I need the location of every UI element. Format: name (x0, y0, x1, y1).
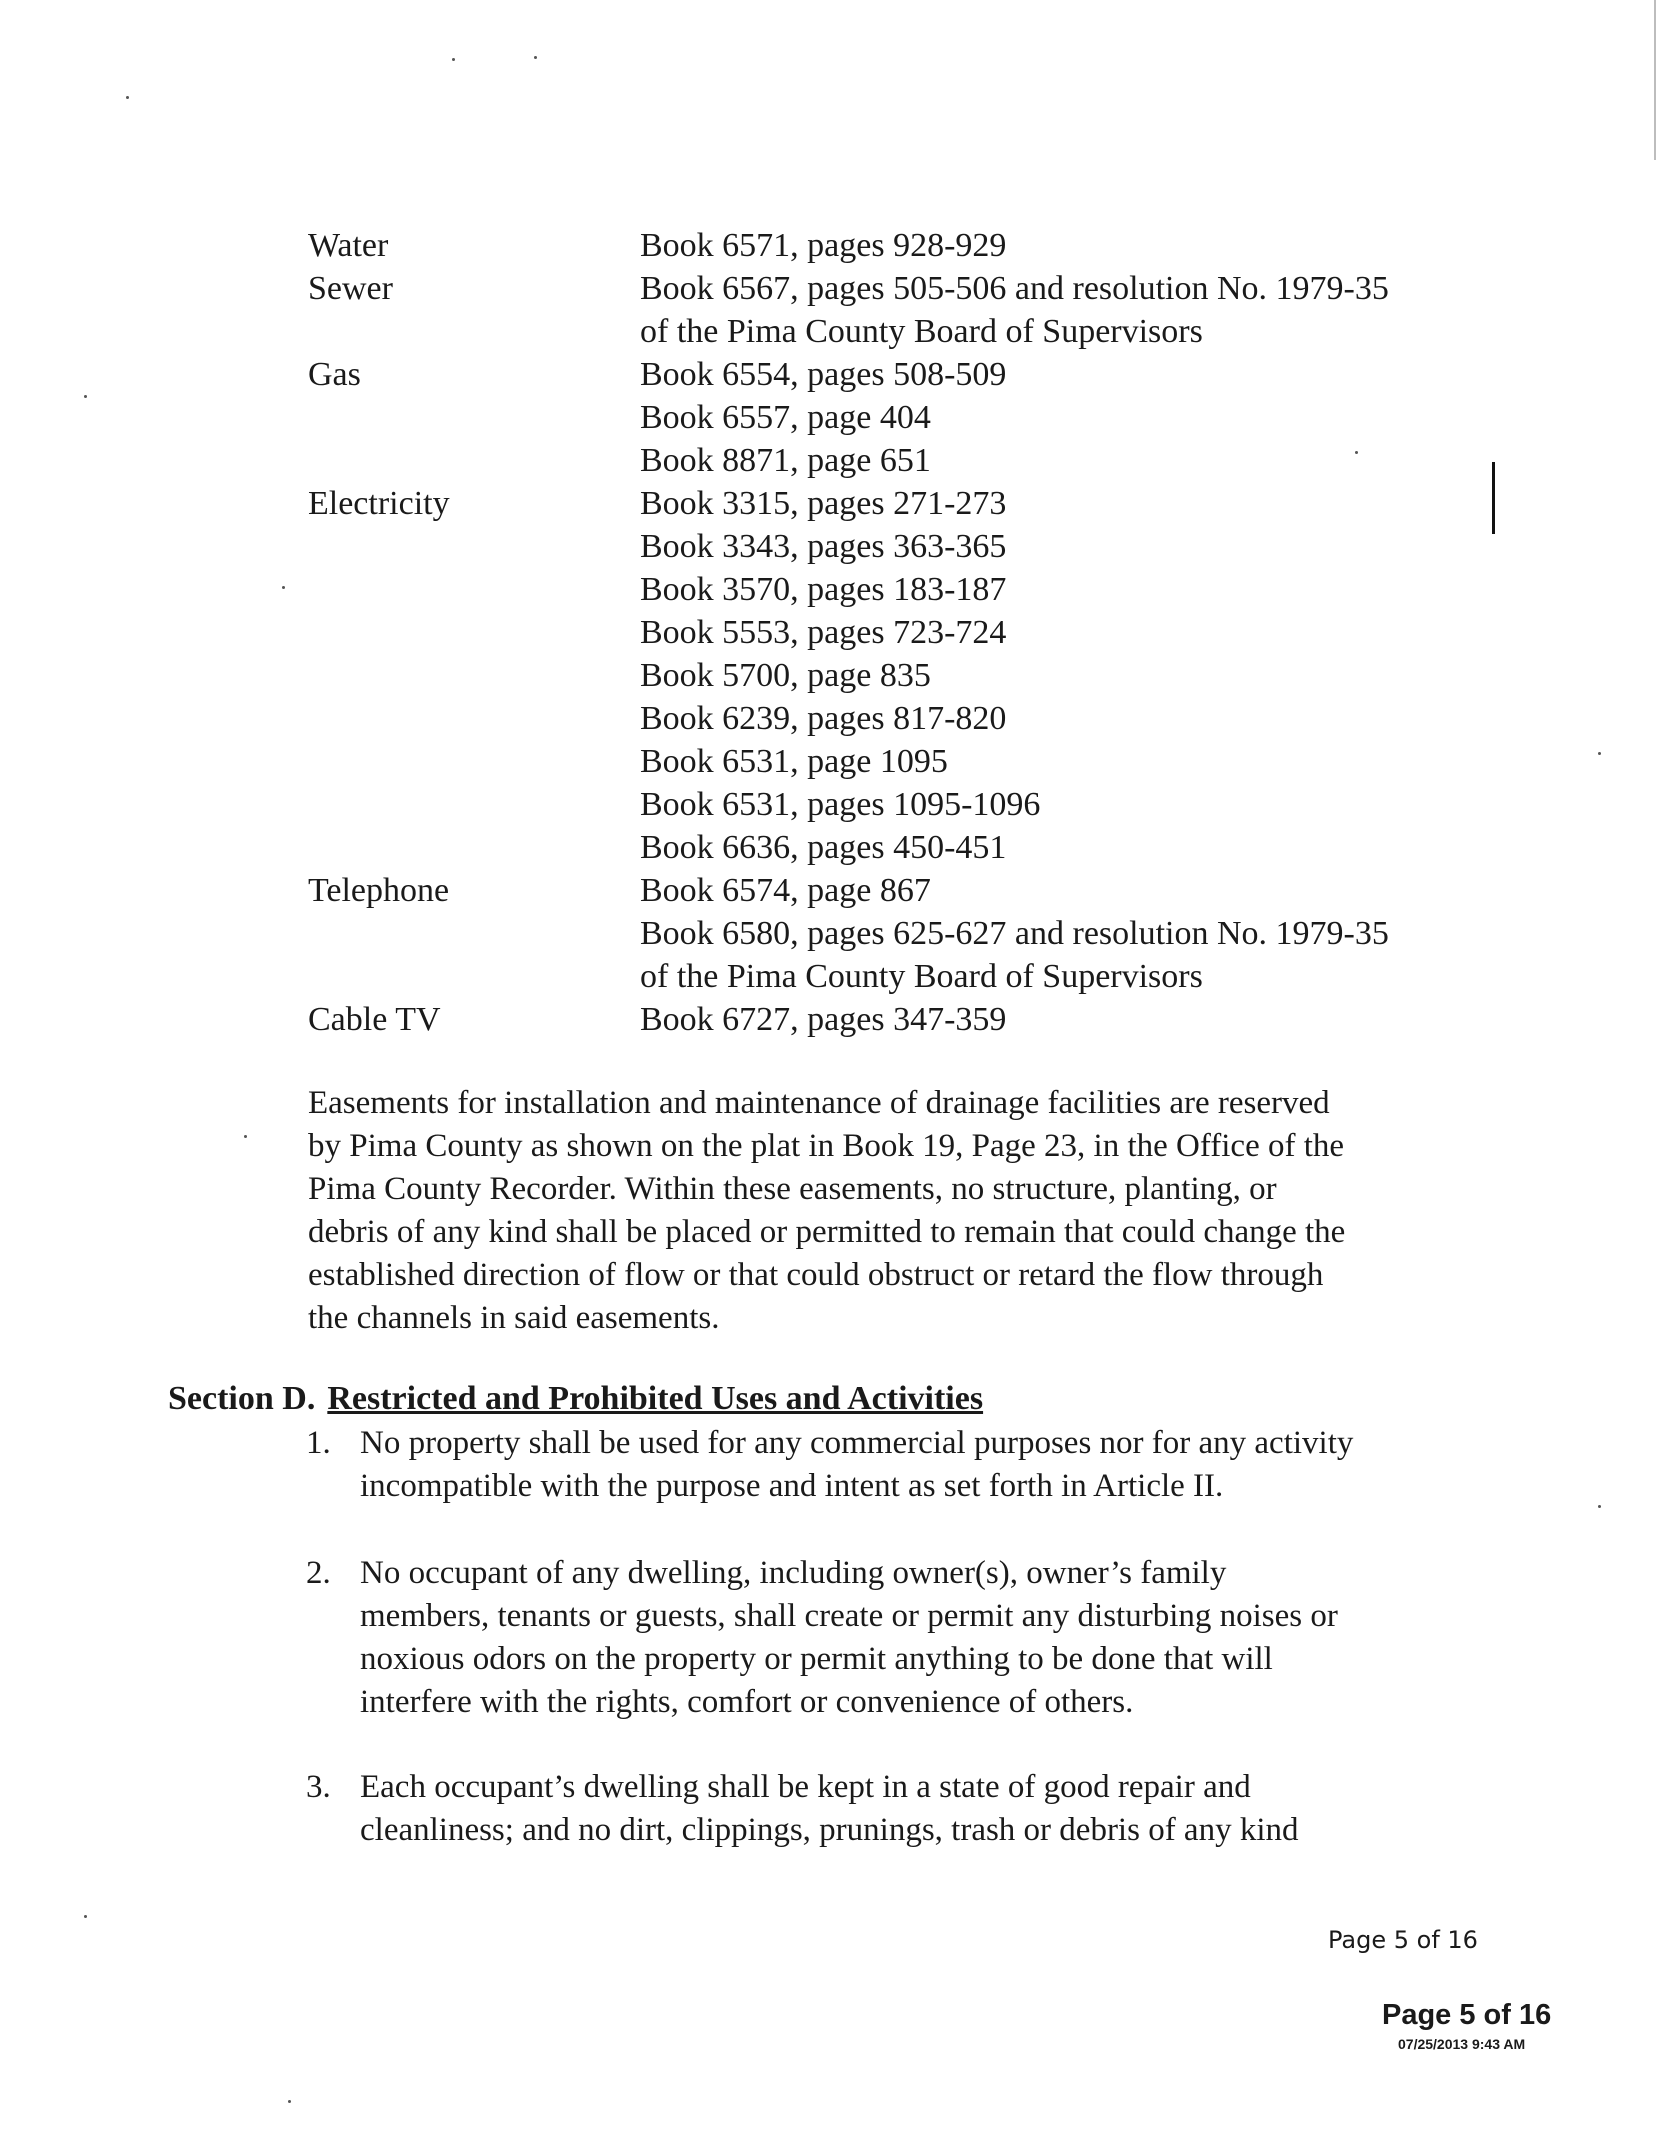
paragraph-line: Easements for installation and maintenance of drainage facilities are reserved (308, 1085, 1330, 1121)
text-line: members, tenants or guests, shall create or permit any disturbing noises or (360, 1598, 1338, 1634)
utility-easements-table (308, 224, 1508, 1041)
scan-speck (282, 586, 285, 589)
easement-row (308, 439, 1508, 482)
text-line: No occupant of any dwelling, including owner(s), owner’s family (360, 1555, 1227, 1591)
easement-row (308, 654, 1508, 697)
paragraph-line: the channels in said easements. (308, 1300, 720, 1336)
list-item (306, 1422, 1506, 1508)
recording-timestamp: 07/25/2013 9:43 AM (1398, 2036, 1526, 2052)
text-line: cleanliness; and no dirt, clippings, prunings, trash or debris of any kind (360, 1812, 1299, 1848)
text-line: incompatible with the purpose and intent as set forth in Article II. (360, 1468, 1224, 1504)
easement-ref: Book 8871, page 651 (640, 442, 931, 479)
easement-row (308, 783, 1508, 826)
page-number-stamp: Page 5 of 16 (1382, 1999, 1552, 2031)
easement-row (308, 525, 1508, 568)
easement-row (308, 568, 1508, 611)
easement-ref: Book 6571, pages 928-929 (640, 227, 1007, 264)
scan-speck (84, 395, 87, 398)
drainage-easement-paragraph (308, 1082, 1488, 1340)
page-number-label: Page 5 of 16 (1328, 1926, 1478, 1954)
easement-ref: Book 6531, page 1095 (640, 743, 948, 780)
easement-ref: Book 6554, pages 508-509 (640, 356, 1007, 393)
text-line: No property shall be used for any commercial purposes nor for any activity (360, 1425, 1354, 1461)
easement-ref: Book 6727, pages 347-359 (640, 1001, 1007, 1038)
scan-speck (126, 96, 129, 99)
easement-category: Water (308, 227, 389, 264)
paragraph-line: established direction of flow or that could obstruct or retard the flow through (308, 1257, 1324, 1293)
list-item-number: 2. (306, 1555, 331, 1591)
easement-category: Sewer (308, 270, 393, 307)
section-label: Section D. (168, 1380, 316, 1417)
scan-speck (452, 58, 455, 61)
easement-category: Gas (308, 356, 361, 393)
easement-ref: Book 6557, page 404 (640, 399, 931, 436)
easement-row (308, 740, 1508, 783)
list-item-text (360, 1422, 1506, 1508)
easement-row (308, 224, 1508, 267)
scan-speck (1598, 752, 1601, 755)
easement-ref: Book 3343, pages 363-365 (640, 528, 1007, 565)
scan-speck (288, 2100, 291, 2103)
paragraph-line: debris of any kind shall be placed or permitted to remain that could change the (308, 1214, 1346, 1250)
list-item-text (360, 1552, 1506, 1724)
easement-ref: of the Pima County Board of Supervisors (640, 313, 1203, 350)
section-title: Restricted and Prohibited Uses and Activities (327, 1380, 984, 1417)
easement-ref: Book 6531, pages 1095-1096 (640, 786, 1041, 823)
list-item (306, 1552, 1506, 1724)
scan-speck (1598, 1505, 1601, 1508)
easement-row (308, 353, 1508, 396)
easement-category: Electricity (308, 485, 450, 522)
easement-ref: Book 6580, pages 625-627 and resolution No. 1979-35 (640, 915, 1389, 952)
section-heading (168, 1380, 983, 1418)
paragraph-line: Pima County Recorder. Within these easements, no structure, planting, or (308, 1171, 1277, 1207)
easement-ref: Book 6574, page 867 (640, 872, 931, 909)
easement-ref: Book 6239, pages 817-820 (640, 700, 1007, 737)
text-line: interfere with the rights, comfort or convenience of others. (360, 1684, 1134, 1720)
list-item-text (360, 1766, 1506, 1852)
easement-ref: of the Pima County Board of Supervisors (640, 958, 1203, 995)
easement-ref: Book 5553, pages 723-724 (640, 614, 1007, 651)
scan-speck (534, 56, 537, 59)
easement-ref: Book 3570, pages 183-187 (640, 571, 1007, 608)
easement-ref: Book 6567, pages 505-506 and resolution No. 1979-35 (640, 270, 1389, 307)
easement-row (308, 396, 1508, 439)
easement-row (308, 998, 1508, 1041)
scan-edge (1654, 0, 1656, 160)
list-item-number: 1. (306, 1425, 331, 1461)
easement-row (308, 826, 1508, 869)
text-line: Each occupant’s dwelling shall be kept in a state of good repair and (360, 1769, 1251, 1805)
list-item-number: 3. (306, 1769, 331, 1805)
easement-row (308, 267, 1508, 310)
paragraph-line: by Pima County as shown on the plat in Book 19, Page 23, in the Office of the (308, 1128, 1345, 1164)
scan-speck (244, 1135, 247, 1138)
text-line: noxious odors on the property or permit anything to be done that will (360, 1641, 1273, 1677)
easement-row (308, 955, 1508, 998)
easement-row (308, 482, 1508, 525)
list-item (306, 1766, 1506, 1852)
easement-category: Telephone (308, 872, 450, 909)
easement-row (308, 912, 1508, 955)
easement-category: Cable TV (308, 1001, 441, 1038)
easement-row (308, 869, 1508, 912)
easement-ref: Book 5700, page 835 (640, 657, 931, 694)
easement-ref: Book 3315, pages 271-273 (640, 485, 1007, 522)
easement-row (308, 310, 1508, 353)
easement-row (308, 611, 1508, 654)
scan-speck (84, 1915, 87, 1918)
easement-ref: Book 6636, pages 450-451 (640, 829, 1007, 866)
easement-row (308, 697, 1508, 740)
